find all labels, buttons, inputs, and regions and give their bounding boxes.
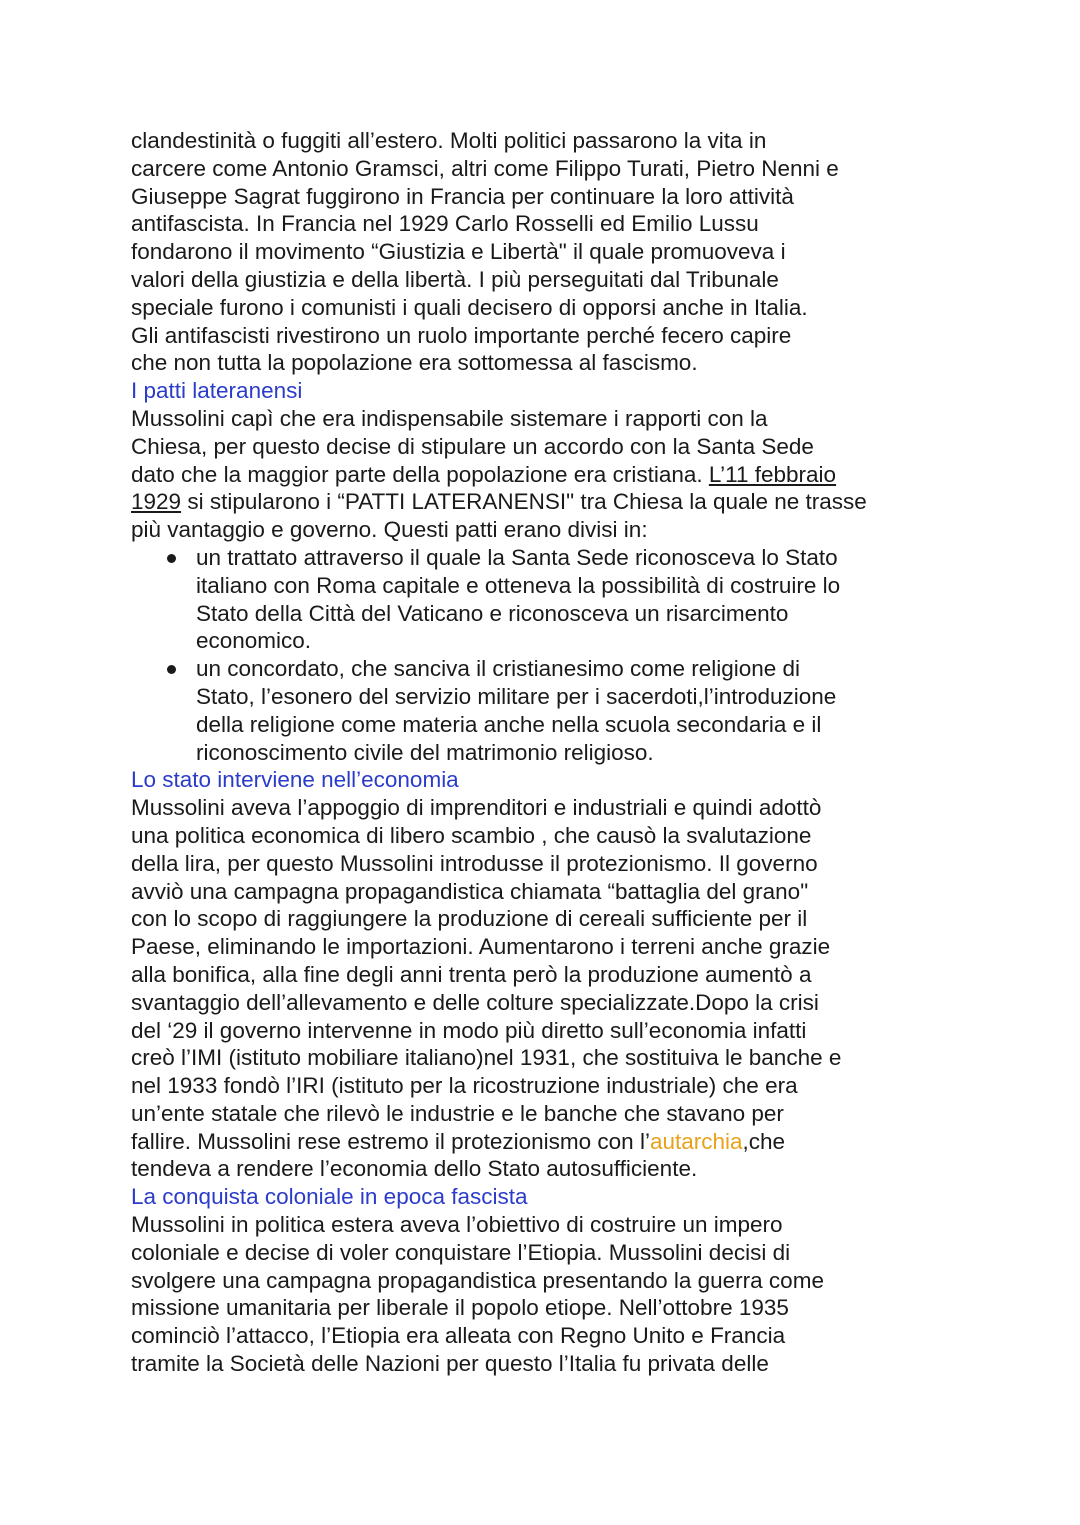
text-line: cominciò l’attacco, l’Etiopia era alleata con Regno Unito e Francia — [131, 1323, 786, 1349]
text-line: antifascista. In Francia nel 1929 Carlo Rosselli ed Emilio Lussu — [131, 211, 759, 237]
list-item-line: un concordato, che sanciva il cristianesimo come religione di — [131, 655, 961, 683]
text-line: alla bonifica, alla fine degli anni trenta però la produzione aumentò a — [131, 961, 812, 987]
text-line: con lo scopo di raggiungere la produzione di cereali sufficiente per il — [131, 906, 808, 932]
section-conquista-coloniale — [131, 1183, 961, 1378]
bullet-item-trattato — [131, 544, 961, 655]
text-line: Giuseppe Sagrat fuggirono in Francia per continuare la loro attività — [131, 183, 794, 209]
text-line: Mussolini capì che era indispensabile sistemare i rapporti con la — [131, 405, 768, 431]
highlighted-term: autarchia — [649, 1128, 743, 1154]
text-line: Gli antifascisti rivestirono un ruolo importante perché fecero capire — [131, 322, 792, 348]
text-line: missione umanitaria per liberale il popolo etiope. Nell’ottobre 1935 — [131, 1295, 789, 1321]
text-line: carcere come Antonio Gramsci, altri come Filippo Turati, Pietro Nenni e — [131, 155, 839, 181]
list-item-line: un trattato attraverso il quale la Santa Sede riconosceva lo Stato — [131, 544, 961, 572]
text-line: che non tutta la popolazione era sottomessa al fascismo. — [131, 350, 698, 376]
text-span: ,che — [742, 1128, 786, 1154]
intro-paragraph — [131, 127, 961, 377]
text-line: clandestinità o fuggiti all’estero. Molti politici passarono la vita in — [131, 128, 767, 153]
section-heading: I patti lateranensi — [131, 378, 303, 404]
list-item-line: Stato, l’esonero del servizio militare per i sacerdoti,l’introduzione — [196, 683, 837, 709]
bullet-item-concordato — [131, 655, 961, 766]
text-line: una politica economica di libero scambio , che causò la svalutazione — [131, 822, 812, 848]
underlined-date: 1929 — [131, 489, 182, 515]
text-line: più vantaggio e governo. Questi patti erano divisi in: — [131, 517, 648, 543]
text-line: nel 1933 fondò l’IRI (istituto per la ricostruzione industriale) che era — [131, 1073, 798, 1099]
text-span: si stipularono i “PATTI LATERANENSI" tra Chiesa la quale ne trasse — [181, 489, 867, 515]
text-line — [131, 1128, 961, 1156]
text-span: fallire. Mussolini rese estremo il protezionismo con l’ — [131, 1128, 650, 1154]
text-line: Mussolini in politica estera aveva l’obiettivo di costruire un impero — [131, 1212, 783, 1238]
text-line: svolgere una campagna propagandistica presentando la guerra come — [131, 1267, 824, 1293]
text-line: tramite la Società delle Nazioni per questo l’Italia fu privata delle — [131, 1351, 769, 1377]
text-line: fondarono il movimento “Giustizia e Libertà" il quale promuoveva i — [131, 239, 786, 265]
text-line: tendeva a rendere l’economia dello Stato autosufficiente. — [131, 1156, 698, 1182]
list-item-line: della religione come materia anche nella scuola secondaria e il — [196, 711, 822, 737]
text-line: Chiesa, per questo decise di stipulare un accordo con la Santa Sede — [131, 433, 814, 459]
text-line: speciale furono i comunisti i quali decisero di opporsi anche in Italia. — [131, 294, 808, 320]
text-span: dato che la maggior parte della popolazione era cristiana. — [131, 461, 709, 487]
text-line: avviò una campagna propagandistica chiamata “battaglia del grano" — [131, 878, 809, 904]
list-item-line: Stato della Città del Vaticano e riconosceva un risarcimento — [196, 600, 789, 626]
text-line: coloniale e decise di voler conquistare l’Etiopia. Mussolini decisi di — [131, 1239, 791, 1265]
underlined-date: L’11 febbraio — [708, 461, 837, 487]
document-page — [131, 127, 961, 1378]
list-item-line: economico. — [196, 628, 312, 654]
text-line — [131, 461, 961, 489]
text-line — [131, 488, 961, 516]
text-line: Paese, eliminando le importazioni. Aumentarono i terreni anche grazie — [131, 934, 831, 960]
section-heading: La conquista coloniale in epoca fascista — [131, 1184, 528, 1210]
section-economia — [131, 766, 961, 1183]
bullet-icon — [167, 665, 176, 674]
section-patti-lateranensi — [131, 377, 961, 766]
list-item-line: italiano con Roma capitale e otteneva la possibilità di costruire lo — [196, 572, 841, 598]
text-line: un’ente statale che rilevò le industrie e le banche che stavano per — [131, 1100, 784, 1126]
text-line: della lira, per questo Mussolini introdusse il protezionismo. Il governo — [131, 850, 818, 876]
text-line: svantaggio dell’allevamento e delle colture specializzate.Dopo la crisi — [131, 989, 819, 1015]
list-item-line: riconoscimento civile del matrimonio religioso. — [196, 739, 654, 765]
text-line: valori della giustizia e della libertà. I più perseguitati dal Tribunale — [131, 266, 779, 292]
text-line: Mussolini aveva l’appoggio di imprenditori e industriali e quindi adottò — [131, 795, 822, 821]
bullet-icon — [167, 554, 176, 563]
text-line: del ‘29 il governo intervenne in modo più diretto sull’economia infatti — [131, 1017, 807, 1043]
text-line: creò l’IMI (istituto mobiliare italiano)nel 1931, che sostituiva le banche e — [131, 1045, 842, 1071]
section-heading: Lo stato interviene nell’economia — [131, 767, 459, 793]
